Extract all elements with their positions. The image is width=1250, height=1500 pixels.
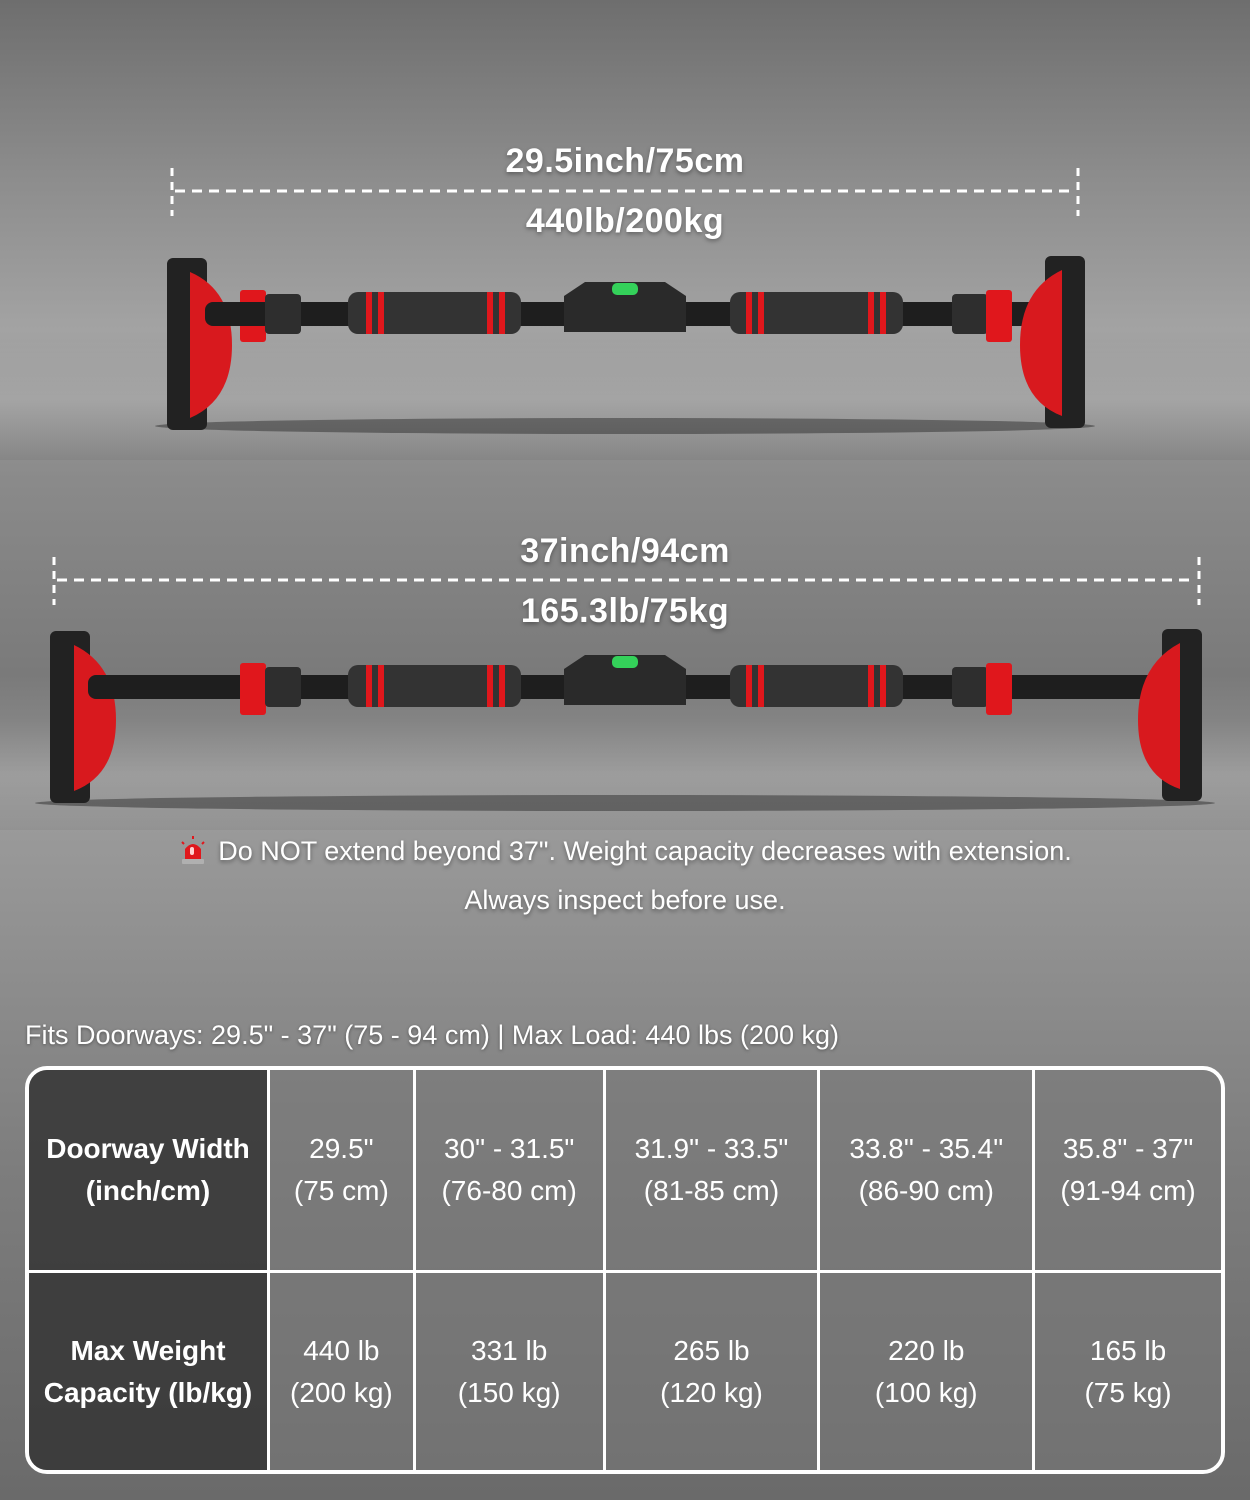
top-width-label: 29.5inch/75cm: [505, 142, 745, 180]
table-cell: 265 lb (120 kg): [606, 1273, 821, 1470]
table-cell: 331 lb (150 kg): [416, 1273, 606, 1470]
table-cell: 33.8" - 35.4" (86-90 cm): [820, 1070, 1035, 1273]
pullup-bar-extended: [0, 625, 1250, 815]
table-cell: 30" - 31.5" (76-80 cm): [416, 1070, 606, 1273]
table-cell: 440 lb (200 kg): [270, 1273, 416, 1470]
table-row-max-weight: [29, 1273, 1221, 1470]
table-cell: 31.9" - 33.5" (81-85 cm): [606, 1070, 821, 1273]
capacity-table: [25, 1066, 1225, 1474]
warning-text-1: Do NOT extend beyond 37". Weight capacity decreases with extension.: [218, 836, 1072, 866]
warning-line-2: Always inspect before use.: [464, 885, 786, 915]
table-cell: 165 lb (75 kg): [1035, 1273, 1221, 1470]
table-cell: 35.8" - 37" (91-94 cm): [1035, 1070, 1221, 1273]
row-header-doorway-width: Doorway Width (inch/cm): [29, 1070, 270, 1273]
table-cell: 220 lb (100 kg): [820, 1273, 1035, 1470]
table-cell: 29.5" (75 cm): [270, 1070, 416, 1273]
table-row-doorway-width: [29, 1070, 1221, 1273]
pullup-bar-retracted: [0, 250, 1250, 440]
row-header-max-weight: Max Weight Capacity (lb/kg): [29, 1273, 270, 1470]
warning-line-1: [0, 835, 1250, 867]
top-load-label: 440lb/200kg: [525, 202, 725, 240]
bottom-load-label: 165.3lb/75kg: [520, 592, 730, 630]
fits-summary: Fits Doorways: 29.5" - 37" (75 - 94 cm) | Max Load: 440 lbs (200 kg): [25, 1020, 840, 1050]
siren-icon: [178, 835, 208, 865]
bottom-width-label: 37inch/94cm: [520, 532, 730, 570]
